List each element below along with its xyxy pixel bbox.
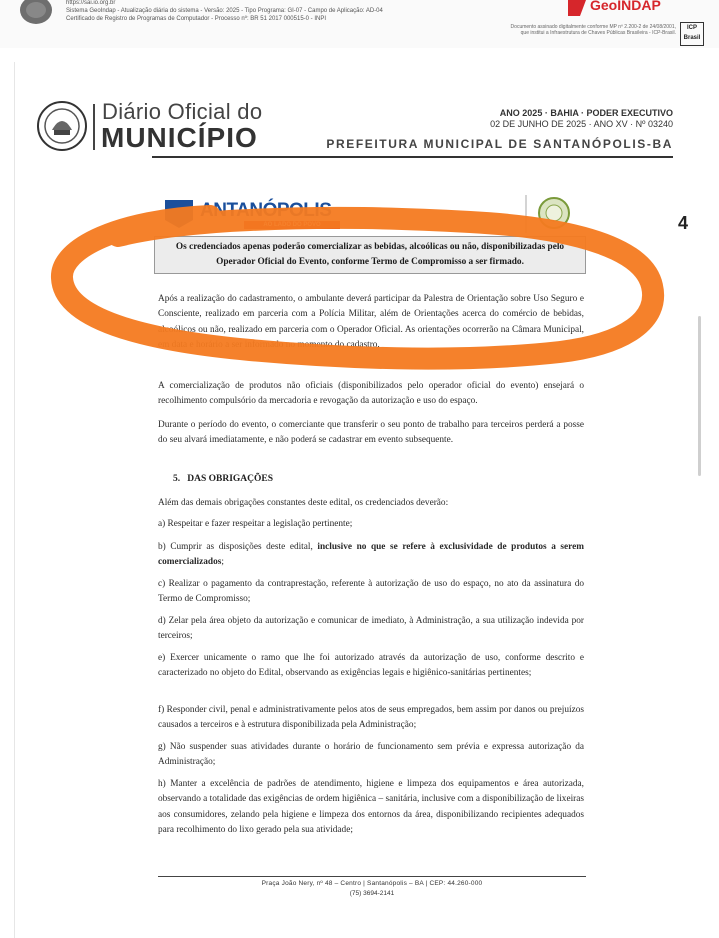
logo-tagline: AO LADO DO POVO [244, 221, 340, 229]
top-url: https://sai.io.org.br [66, 0, 116, 6]
logo-diario-oficial: Diário Oficial do [102, 99, 263, 124]
footer-phone: (75) 3694-2141 [349, 890, 395, 897]
obligation-b-bold: inclusive no que se refere à exclusividade de produtos a serem comercializados [158, 542, 585, 568]
obligation-f: f) Responder civil, penal e administrativamente pelos atos de seus empregados, bem assim por danos ou prejuízos causados a terceiros e à estrutura disponibilizada pela Administração; [158, 705, 584, 731]
signature-note-2: que institui a Infraestrutura de Chaves Públicas Brasileira - ICP-Brasil. [520, 30, 676, 36]
obligation-c: c) Realizar o pagamento da contraprestação, referente à autorização de uso do espaço, no ato da assinatura do Termo de Compromisso; [158, 579, 584, 605]
icp-brasil-logo: ICP Brasil [680, 22, 704, 46]
signature-note-1: Documento assinado digitalmente conforme MP nº 2.200-2 de 24/08/2001, [510, 24, 676, 30]
edition-line-1: ANO 2025 · BAHIA · PODER EXECUTIVO [499, 108, 673, 118]
santanopolis-logo-text: ANTANÓPOLIS [200, 200, 332, 221]
prefeitura-title: PREFEITURA MUNICIPAL DE SANTANÓPOLIS-BA [326, 137, 673, 151]
paragraph-produtos-nao-oficiais: A comercialização de produtos não oficiais (disponibilizados pelo operador oficial do evento) ensejará o recolhimento compulsório da mercadoria e revogação da autorização e uso do espaço. [158, 381, 584, 407]
highlight-notice-box: Os credenciados apenas poderão comercializar as bebidas, alcoólicas ou não, disponibilizadas pelo Operador Oficial do Evento, conforme Termo de Compromisso a ser firmado. [154, 236, 586, 274]
obligation-a: a) Respeitar e fazer respeitar a legislação pertinente; [158, 519, 353, 529]
section-title: 5. DAS OBRIGAÇÕES [173, 474, 274, 484]
obligation-e: e) Exercer unicamente o ramo que lhe foi autorizado através da autorização de uso, conforme descrito e caracterizado no objeto do Edital, observando as exigências legais e higiênico-sanitárias pertinentes; [158, 653, 584, 679]
top-system-line: Sistema GeoIndap - Atualização diária do sistema - Versão: 2025 - Tipo Programa: GI-07 - Campo de Aplicação: AD-04 [66, 8, 383, 14]
page-number: 4 [678, 213, 689, 233]
obligation-d: d) Zelar pela área objeto da autorização e comunicar de imediato, à Administração, a sua utilização indevida por terceiros; [158, 616, 584, 642]
paragraph-transferencia: Durante o período do evento, o comerciante que transferir o seu ponto de trabalho para terceiros perderá a posse do seu alvará imediatamente, e não poderá se cadastrar em evento subsequente. [158, 420, 584, 446]
top-certificate-line: Certificado de Registro de Programas de Computador - Processo nº: BR 51 2017 000515-0 - INPI [66, 16, 326, 22]
brand-text: GeoINDAP [590, 0, 661, 13]
paragraph-palestra: Após a realização do cadastramento, o ambulante deverá participar da Palestra de Orientação sobre Uso Seguro e Consciente, realizado em parceria com a Polícia Militar, além de Orientações acerca do comércio de bebidas, alcoólicos ou não, realizado em parceria com o Operador Oficial. As orientações ocorrerão na Câmara Municipal, em data e horário a ser informado no momento do cadastro. [158, 294, 584, 350]
logo-municipio: MUNICÍPIO [101, 122, 258, 153]
section-intro: Além das demais obrigações constantes deste edital, os credenciados deverão: [158, 498, 449, 508]
edition-line-2: 02 DE JUNHO DE 2025 · ANO XV · Nº 03240 [490, 119, 673, 129]
obligation-g: g) Não suspender suas atividades durante o horário de funcionamento sem prévia e expressa autorização da Administração; [158, 742, 584, 768]
obligation-b-end: ; [221, 557, 224, 568]
footer-address: Praça João Nery, nº 48 – Centro | Santanópolis – BA | CEP: 44.260-000 [261, 880, 483, 887]
obligation-h: h) Manter a excelência de padrões de atendimento, higiene e limpeza dos equipamentos e área autorizada, observando a totalidade das exigências de ordem higiênica – sanitária, inclusive com a disponibilização de lixeiras aos consumidores, zelando pela higiene e limpeza dos entornos da área, disponibilizando recipientes adequados para recolhimento do lixo gerado pela sua atividade; [158, 779, 584, 835]
obligation-b-text: b) Cumprir as disposições deste edital, [158, 542, 318, 552]
